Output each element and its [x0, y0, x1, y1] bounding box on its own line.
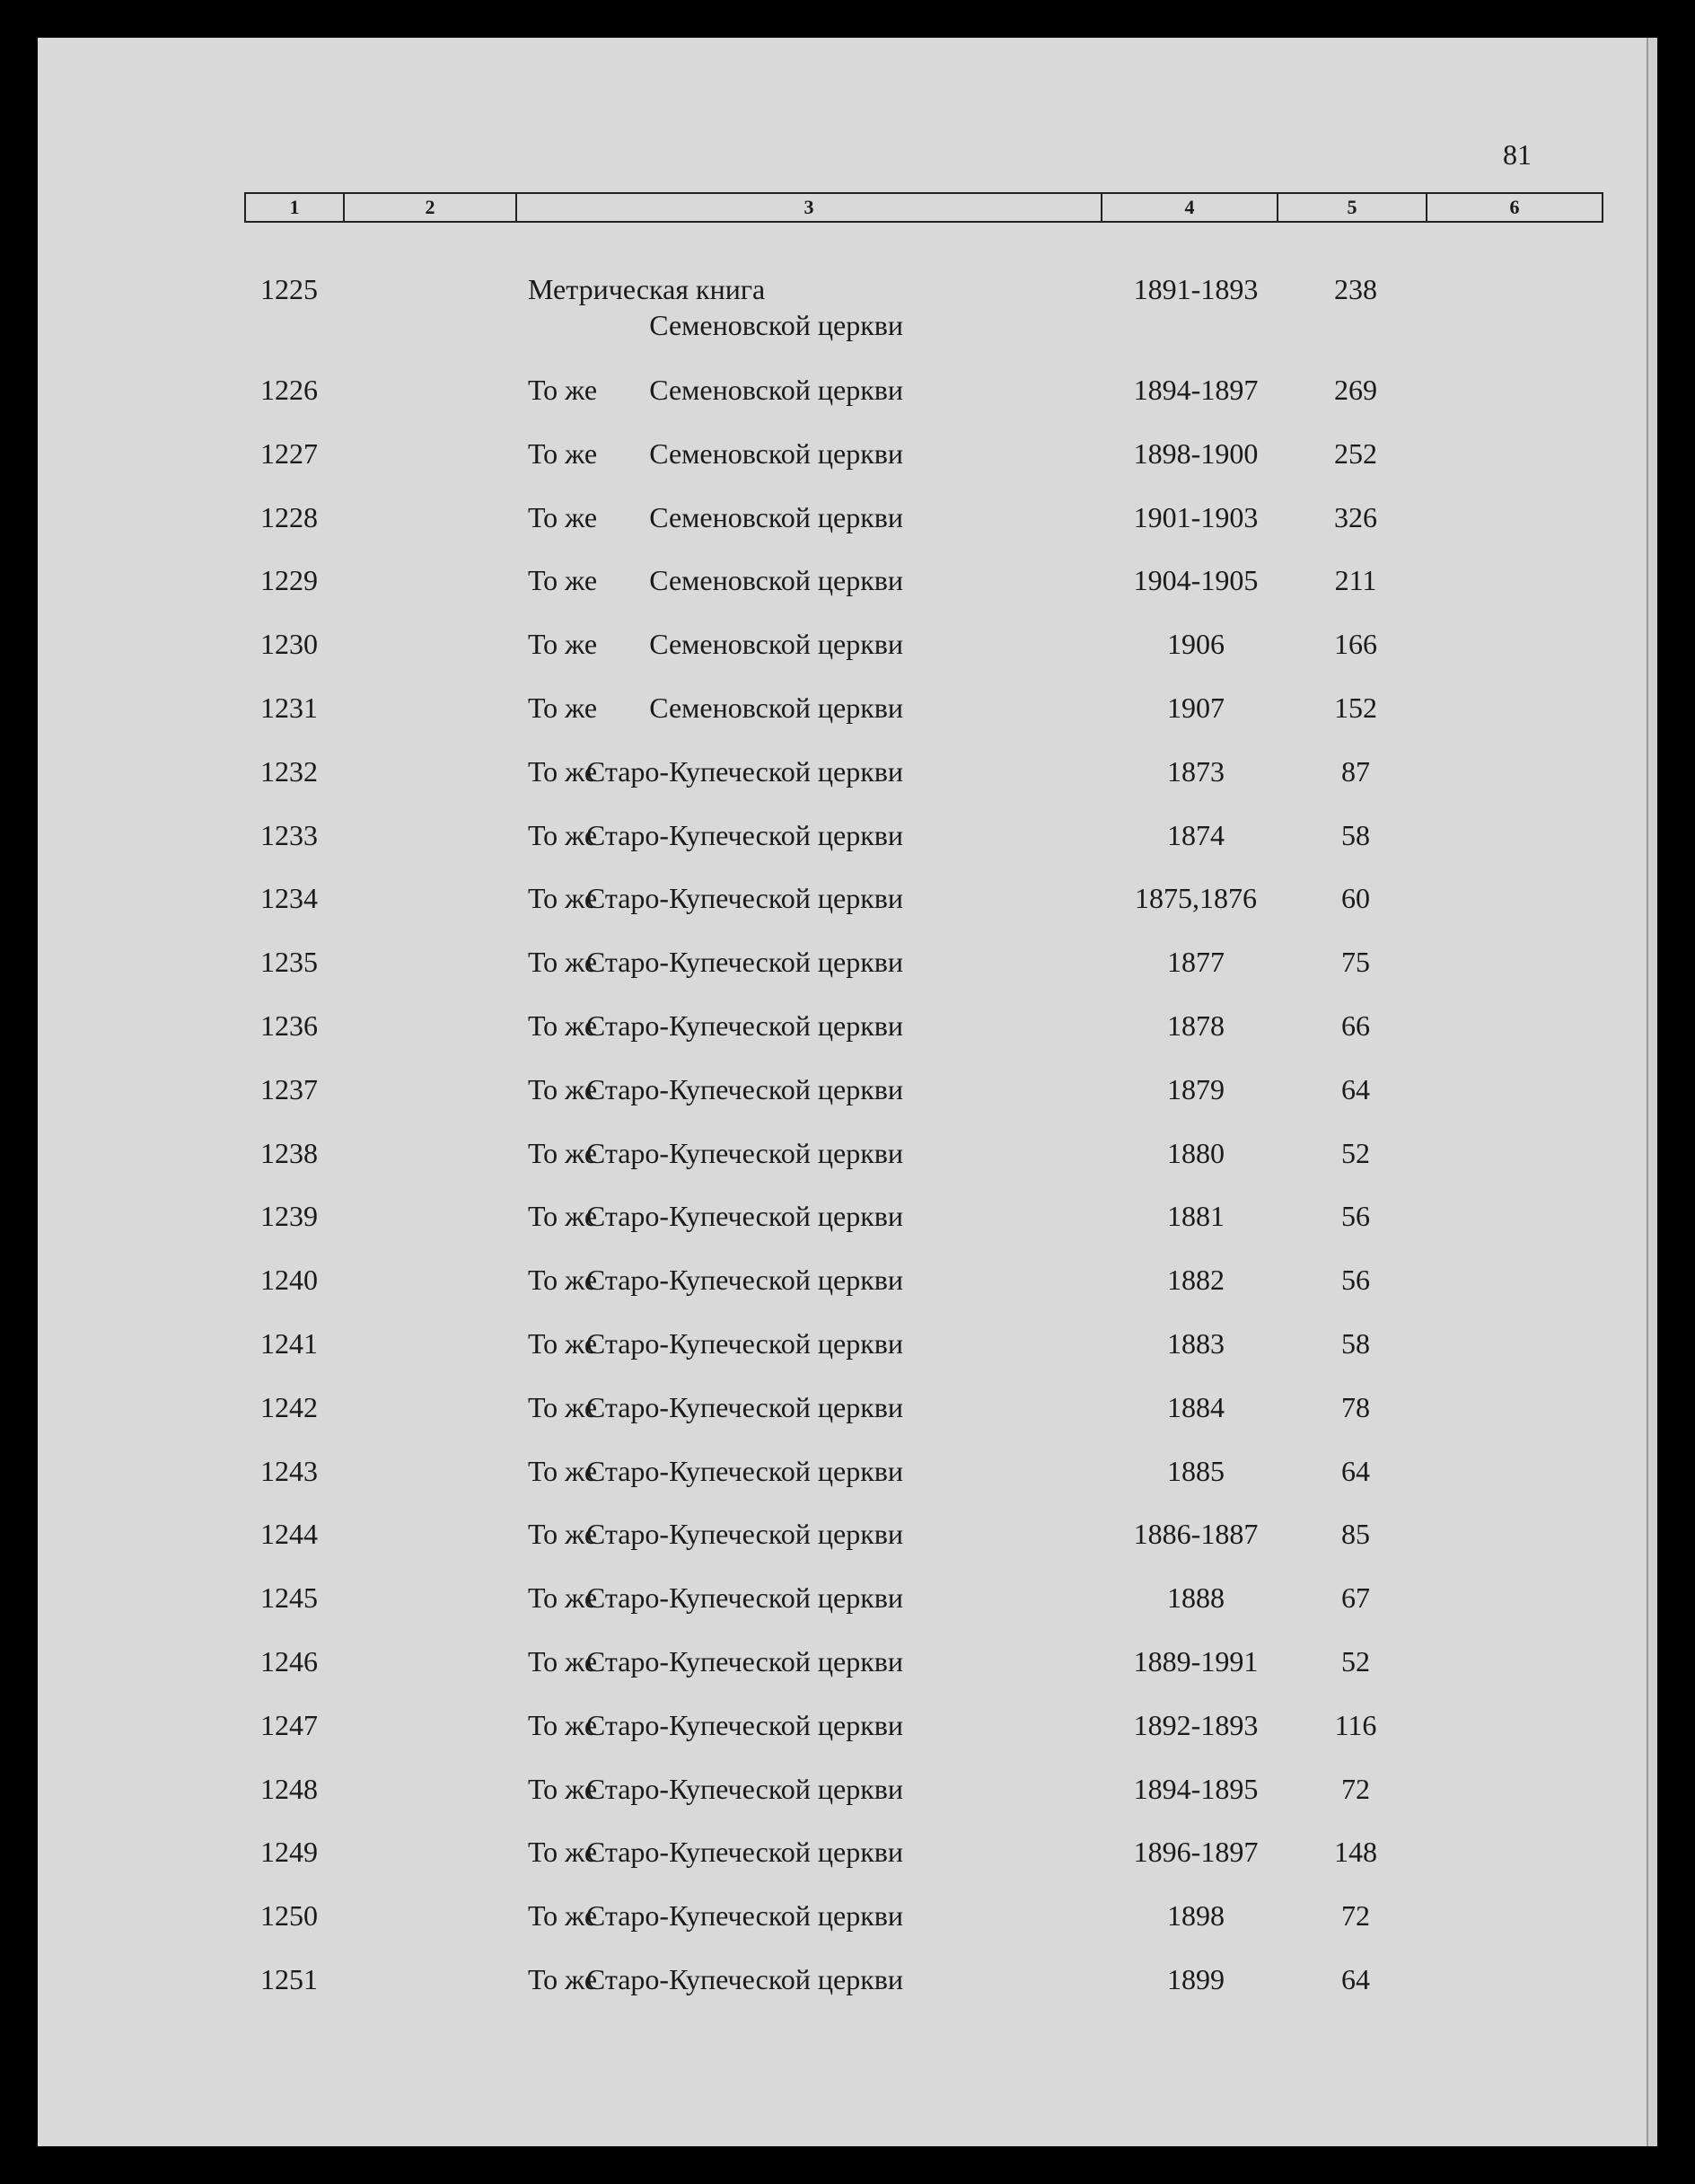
record-number: 1235 — [260, 946, 318, 979]
record-dates: 1889-1991 — [1133, 1644, 1259, 1678]
record-church: Старо-Купеческой церкви — [585, 1136, 903, 1169]
record-number: 1226 — [260, 374, 318, 406]
record-page-count: 72 — [1341, 1772, 1370, 1805]
record-church: Старо-Купеческой церкви — [585, 882, 903, 915]
record-description: То же — [528, 1454, 598, 1487]
record-church: Старо-Купеческой церкви — [585, 946, 903, 979]
record-church: Старо-Купеческой церкви — [585, 754, 903, 788]
table-row — [38, 1389, 1657, 1453]
record-description: То же — [528, 1326, 598, 1360]
record-number: 1245 — [260, 1581, 318, 1615]
record-page-count: 58 — [1341, 818, 1370, 851]
record-dates: 1899 — [1167, 1962, 1225, 1995]
table-row — [38, 1198, 1657, 1262]
record-number: 1241 — [260, 1326, 318, 1360]
table-row — [38, 1898, 1657, 1961]
record-dates: 1898-1900 — [1133, 436, 1259, 470]
record-description: То же — [528, 691, 598, 724]
record-page-count: 67 — [1341, 1581, 1370, 1615]
record-church: Старо-Купеческой церкви — [585, 1264, 903, 1297]
record-page-count: 75 — [1341, 946, 1370, 979]
record-dates: 1885 — [1167, 1454, 1225, 1487]
record-page-count: 56 — [1341, 1264, 1370, 1297]
column-header-6: 6 — [1509, 196, 1520, 218]
record-description: То же — [528, 436, 598, 470]
table-row — [38, 1961, 1657, 2025]
record-dates: 1891-1893 — [1133, 273, 1259, 305]
record-number: 1236 — [260, 1008, 318, 1042]
record-page-count: 87 — [1341, 754, 1370, 788]
record-description: То же — [528, 564, 598, 597]
table-row — [38, 1325, 1657, 1389]
record-dates: 1881 — [1167, 1200, 1225, 1233]
record-church: Старо-Купеческой церкви — [585, 1962, 903, 1995]
record-number: 1233 — [260, 818, 318, 851]
table-row — [38, 817, 1657, 881]
table-row — [38, 436, 1657, 499]
record-page-count: 269 — [1334, 374, 1377, 406]
record-page-count: 64 — [1341, 1454, 1370, 1487]
record-church: Семеновской церкви — [649, 309, 903, 341]
table-row — [38, 1453, 1657, 1517]
record-dates: 1882 — [1167, 1264, 1225, 1297]
record-number: 1237 — [260, 1072, 318, 1105]
column-header-3: 3 — [517, 194, 1102, 221]
document-page — [38, 38, 1657, 2146]
table-row — [38, 1580, 1657, 1643]
record-church: Старо-Купеческой церкви — [585, 1581, 903, 1615]
record-dates: 1875,1876 — [1135, 882, 1257, 915]
record-dates: 1896-1897 — [1133, 1836, 1259, 1869]
record-description: Метрическая книга — [528, 273, 766, 305]
record-number: 1244 — [260, 1518, 318, 1551]
table-row — [38, 1707, 1657, 1771]
record-dates: 1906 — [1167, 628, 1225, 661]
record-page-count: 116 — [1334, 1708, 1377, 1741]
record-church: Старо-Купеческой церкви — [585, 1454, 903, 1487]
record-number: 1242 — [260, 1390, 318, 1423]
record-church: Старо-Купеческой церкви — [585, 1836, 903, 1869]
record-page-count: 66 — [1341, 1008, 1370, 1042]
record-description: То же — [528, 1836, 598, 1869]
table-row — [38, 562, 1657, 626]
column-header-5: 5 — [1278, 194, 1427, 221]
table-row — [38, 271, 1657, 372]
table-row — [38, 499, 1657, 563]
record-church: Семеновской церкви — [649, 436, 903, 470]
table-row — [38, 1834, 1657, 1898]
record-page-count: 85 — [1341, 1518, 1370, 1551]
record-number: 1225 — [260, 273, 318, 305]
record-number: 1249 — [260, 1836, 318, 1869]
column-header-2: 2 — [345, 194, 517, 221]
table-row — [38, 1771, 1657, 1835]
record-church: Семеновской церкви — [649, 500, 903, 533]
record-description: То же — [528, 500, 598, 533]
record-dates: 1879 — [1167, 1072, 1225, 1105]
table-row — [38, 1135, 1657, 1199]
record-page-count: 64 — [1341, 1072, 1370, 1105]
record-church: Старо-Купеческой церкви — [585, 1200, 903, 1233]
record-page-count: 64 — [1341, 1962, 1370, 1995]
column-header-1: 1 — [246, 194, 345, 221]
record-dates: 1877 — [1167, 946, 1225, 979]
record-page-count: 148 — [1334, 1836, 1377, 1869]
record-number: 1234 — [260, 882, 318, 915]
record-church: Старо-Купеческой церкви — [585, 1008, 903, 1042]
record-church: Семеновской церкви — [649, 564, 903, 597]
record-dates: 1894-1897 — [1133, 374, 1259, 406]
record-description: То же — [528, 1008, 598, 1042]
record-number: 1243 — [260, 1454, 318, 1487]
page-number: 81 — [1503, 138, 1532, 171]
record-church: Старо-Купеческой церкви — [585, 1390, 903, 1423]
record-number: 1247 — [260, 1708, 318, 1741]
record-church: Старо-Купеческой церкви — [585, 1899, 903, 1933]
record-number: 1230 — [260, 628, 318, 661]
table-row — [38, 1516, 1657, 1580]
record-church: Старо-Купеческой церкви — [585, 1326, 903, 1360]
record-page-count: 252 — [1334, 436, 1377, 470]
record-church: Семеновской церкви — [649, 628, 903, 661]
record-number: 1246 — [260, 1644, 318, 1678]
record-list — [38, 271, 1657, 2025]
record-church: Старо-Купеческой церкви — [585, 1644, 903, 1678]
record-description: То же — [528, 946, 598, 979]
record-page-count: 211 — [1334, 564, 1377, 597]
record-page-count: 52 — [1341, 1136, 1370, 1169]
record-church: Старо-Купеческой церкви — [585, 1708, 903, 1741]
record-description: То же — [528, 818, 598, 851]
record-page-count: 58 — [1341, 1326, 1370, 1360]
record-page-count: 152 — [1334, 691, 1377, 724]
record-dates: 1874 — [1167, 818, 1225, 851]
table-row — [38, 1262, 1657, 1325]
table-row — [38, 626, 1657, 690]
record-description: То же — [528, 882, 598, 915]
record-number: 1240 — [260, 1264, 318, 1297]
record-number: 1238 — [260, 1136, 318, 1169]
record-description: То же — [528, 1772, 598, 1805]
record-dates: 1873 — [1167, 754, 1225, 788]
record-dates: 1883 — [1167, 1326, 1225, 1360]
record-description: То же — [528, 1644, 598, 1678]
record-dates: 1888 — [1167, 1581, 1225, 1615]
record-description: То же — [528, 1899, 598, 1933]
record-description: То же — [528, 1708, 598, 1741]
record-dates: 1878 — [1167, 1008, 1225, 1042]
record-dates: 1884 — [1167, 1390, 1225, 1423]
record-description: То же — [528, 1518, 598, 1551]
table-row — [38, 880, 1657, 944]
column-header-4: 4 — [1102, 194, 1278, 221]
record-dates: 1898 — [1167, 1899, 1225, 1933]
record-dates: 1904-1905 — [1133, 564, 1259, 597]
record-dates: 1892-1893 — [1133, 1708, 1259, 1741]
record-number: 1250 — [260, 1899, 318, 1933]
table-row — [38, 753, 1657, 817]
record-church: Семеновской церкви — [649, 691, 903, 724]
record-page-count: 52 — [1341, 1644, 1370, 1678]
record-page-count: 78 — [1341, 1390, 1370, 1423]
record-church: Семеновской церкви — [649, 374, 903, 406]
record-description: То же — [528, 628, 598, 661]
record-dates: 1901-1903 — [1133, 500, 1259, 533]
record-number: 1232 — [260, 754, 318, 788]
record-page-count: 326 — [1334, 500, 1377, 533]
record-page-count: 72 — [1341, 1899, 1370, 1933]
record-number: 1248 — [260, 1772, 318, 1805]
record-page-count: 56 — [1341, 1200, 1370, 1233]
record-description: То же — [528, 754, 598, 788]
record-dates: 1880 — [1167, 1136, 1225, 1169]
record-description: То же — [528, 1136, 598, 1169]
record-description: То же — [528, 1264, 598, 1297]
record-church: Старо-Купеческой церкви — [585, 1072, 903, 1105]
record-number: 1227 — [260, 436, 318, 470]
table-row — [38, 1643, 1657, 1707]
record-church: Старо-Купеческой церкви — [585, 1772, 903, 1805]
record-number: 1231 — [260, 691, 318, 724]
record-dates: 1907 — [1167, 691, 1225, 724]
record-church: Старо-Купеческой церкви — [585, 818, 903, 851]
record-description: То же — [528, 1200, 598, 1233]
record-description: То же — [528, 1390, 598, 1423]
record-dates: 1886-1887 — [1133, 1518, 1259, 1551]
table-row — [38, 944, 1657, 1008]
record-description: То же — [528, 374, 598, 406]
record-page-count: 60 — [1341, 882, 1370, 915]
record-church: Старо-Купеческой церкви — [585, 1518, 903, 1551]
record-number: 1229 — [260, 564, 318, 597]
record-number: 1228 — [260, 500, 318, 533]
table-row — [38, 1008, 1657, 1071]
record-page-count: 166 — [1334, 628, 1377, 661]
record-page-count: 238 — [1334, 273, 1377, 305]
table-row — [38, 372, 1657, 436]
record-number: 1239 — [260, 1200, 318, 1233]
record-dates: 1894-1895 — [1133, 1772, 1259, 1805]
record-number: 1251 — [260, 1962, 318, 1995]
column-header-row — [244, 192, 1603, 223]
record-description: То же — [528, 1072, 598, 1105]
record-description: То же — [528, 1962, 598, 1995]
table-row — [38, 1071, 1657, 1135]
record-description: То же — [528, 1581, 598, 1615]
table-row — [38, 690, 1657, 753]
